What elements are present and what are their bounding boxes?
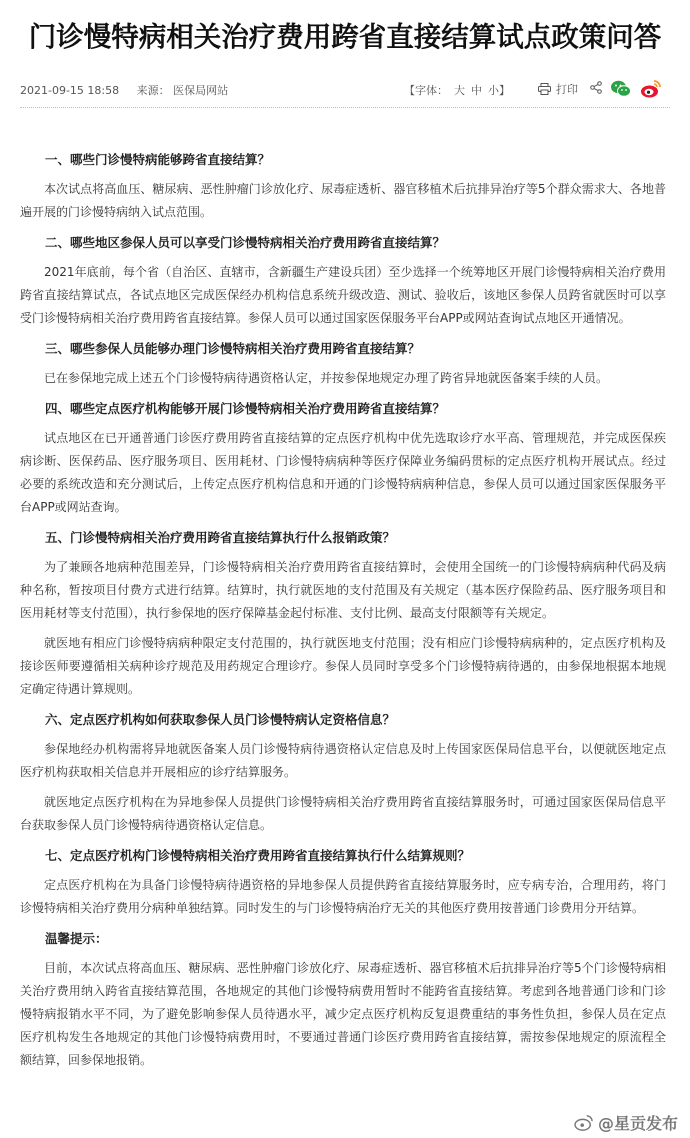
font-size-medium[interactable]: 中 bbox=[471, 84, 482, 97]
font-size-large[interactable]: 大 bbox=[454, 84, 465, 97]
share-icon bbox=[590, 81, 602, 94]
meta-left bbox=[20, 82, 242, 98]
print-label: 打印 bbox=[556, 83, 578, 96]
article-title: 门诊慢特病相关治疗费用跨省直接结算试点政策问答 bbox=[28, 21, 662, 53]
section-paragraph: 试点地区在已开通普通门诊医疗费用跨省直接结算的定点医疗机构中优先选取诊疗水平高、管理规范，并完成医保疾病诊断、医保药品、医疗服务项目、医用耗材、门诊慢特病病种等医疗保障业务编码贯标的定点医疗机构开展试点。经过必要的系统改造和充分测试后，上传定点医疗机构信息和开通的门诊慢特病病种信息，参保人员可以通过国家医保服务平台APP或网站查询。 bbox=[20, 431, 666, 514]
weibo-icon bbox=[640, 79, 662, 99]
share-button[interactable] bbox=[590, 81, 602, 97]
section-paragraph: 已在参保地完成上述五个门诊慢特病待遇资格认定，并按参保地规定办理了跨省异地就医备案手续的人员。 bbox=[44, 371, 609, 385]
print-button[interactable] bbox=[538, 80, 578, 98]
section-heading: 二、哪些地区参保人员可以享受门诊慢特病相关治疗费用跨省直接结算？ bbox=[45, 235, 446, 250]
section-paragraph: 为了兼顾各地病种范围差异，门诊慢特病相关治疗费用跨省直接结算时，会使用全国统一的门诊慢特病病种代码及病种名称，暂按项目付费方式进行结算。结算时，执行就医地的支付范围及有关规定（基本医疗保险药品、医疗服务项目和医用耗材等支付范围），执行参保地的医疗保障基金起付标准、支付比例、最高支付限额等有关规定。 bbox=[20, 560, 666, 620]
section-heading: 七、定点医疗机构门诊慢特病相关治疗费用跨省直接结算执行什么结算规则？ bbox=[45, 848, 471, 863]
font-size-small[interactable]: 小】 bbox=[488, 84, 510, 97]
publish-date: 2021-09-15 18:58 bbox=[20, 84, 120, 97]
article-meta bbox=[20, 80, 670, 100]
section-paragraph: 定点医疗机构在为具备门诊慢特病待遇资格的异地参保人员提供跨省直接结算服务时，应专病专治，合理用药，将门诊慢特病相关治疗费用分病种单独结算。同时发生的与门诊慢特病治疗无关的其他医疗费用按普通门诊费用分开结算。 bbox=[20, 878, 666, 915]
tips-paragraph: 目前，本次试点将高血压、糖尿病、恶性肿瘤门诊放化疗、尿毒症透析、器官移植术后抗排异治疗等5个门诊慢特病相关治疗费用纳入跨省直接结算范围，各地规定的其他门诊慢特病费用暂时不能跨省直接结算。考虑到各地普通门诊和门诊慢特病报销水平不同，为了避免影响参保人员待遇水平，减少定点医疗机构反复退费重结的事务性负担，参保人员在定点医疗机构发生各地规定的其他门诊慢特病费用时，不要通过普通门诊医疗费用跨省直接结算，需按参保地规定的原流程全额结算，回参保地报销。 bbox=[20, 961, 666, 1067]
section-paragraph: 就医地有相应门诊慢特病病种限定支付范围的，执行就医地支付范围；没有相应门诊慢特病病种的，定点医疗机构及接诊医师要遵循相关病种诊疗规范及用药规定合理诊疗。参保人员同时享受多个门诊慢特病待遇的，由参保地根据本地规定确定待遇计算规则。 bbox=[20, 636, 666, 696]
article-source: 来源： 医保局网站 bbox=[136, 84, 229, 97]
section-paragraph: 本次试点将高血压、糖尿病、恶性肿瘤门诊放化疗、尿毒症透析、器官移植术后抗排异治疗等5个群众需求大、各地普遍开展的门诊慢特病纳入试点范围。 bbox=[20, 182, 666, 219]
section-heading: 五、门诊慢特病相关治疗费用跨省直接结算执行什么报销政策？ bbox=[45, 530, 396, 545]
tips-heading: 温馨提示： bbox=[45, 931, 108, 946]
section-heading: 一、哪些门诊慢特病能够跨省直接结算？ bbox=[45, 152, 271, 167]
printer-icon bbox=[538, 83, 551, 95]
header-divider bbox=[20, 107, 670, 108]
section-paragraph: 就医地定点医疗机构在为异地参保人员提供门诊慢特病相关治疗费用跨省直接结算服务时，可通过国家医保局信息平台获取参保人员门诊慢特病待遇资格认定信息。 bbox=[20, 795, 666, 832]
section-heading: 六、定点医疗机构如何获取参保人员门诊慢特病认定资格信息？ bbox=[45, 712, 396, 727]
wechat-icon bbox=[610, 79, 632, 99]
watermark-text: @星贡发布 bbox=[597, 1113, 678, 1133]
weibo-share-button[interactable] bbox=[640, 79, 662, 99]
section-heading: 四、哪些定点医疗机构能够开展门诊慢特病相关治疗费用跨省直接结算？ bbox=[45, 401, 446, 416]
wechat-share-button[interactable] bbox=[610, 79, 632, 99]
weibo-logo-icon bbox=[574, 1114, 594, 1131]
font-size-label: 【字体： bbox=[404, 84, 448, 97]
section-paragraph: 参保地经办机构需将异地就医备案人员门诊慢特病待遇资格认定信息及时上传国家医保局信息平台，以便就医地定点医疗机构获取相关信息并开展相应的诊疗结算服务。 bbox=[20, 742, 666, 779]
weibo-watermark bbox=[574, 1110, 678, 1134]
article-body bbox=[20, 148, 666, 1079]
section-paragraph: 2021年底前，每个省（自治区、直辖市，含新疆生产建设兵团）至少选择一个统筹地区开展门诊慢特病相关治疗费用跨省直接结算试点，各试点地区完成医保经办机构信息系统升级改造、测试、验收后，该地区参保人员跨省就医时可以享受门诊慢特病相关治疗费用跨省直接结算。参保人员可以通过国家医保服务平台APP或网站查询试点地区开通情况。 bbox=[20, 265, 666, 325]
font-size-selector bbox=[404, 82, 510, 98]
section-heading: 三、哪些参保人员能够办理门诊慢特病相关治疗费用跨省直接结算？ bbox=[45, 341, 421, 356]
